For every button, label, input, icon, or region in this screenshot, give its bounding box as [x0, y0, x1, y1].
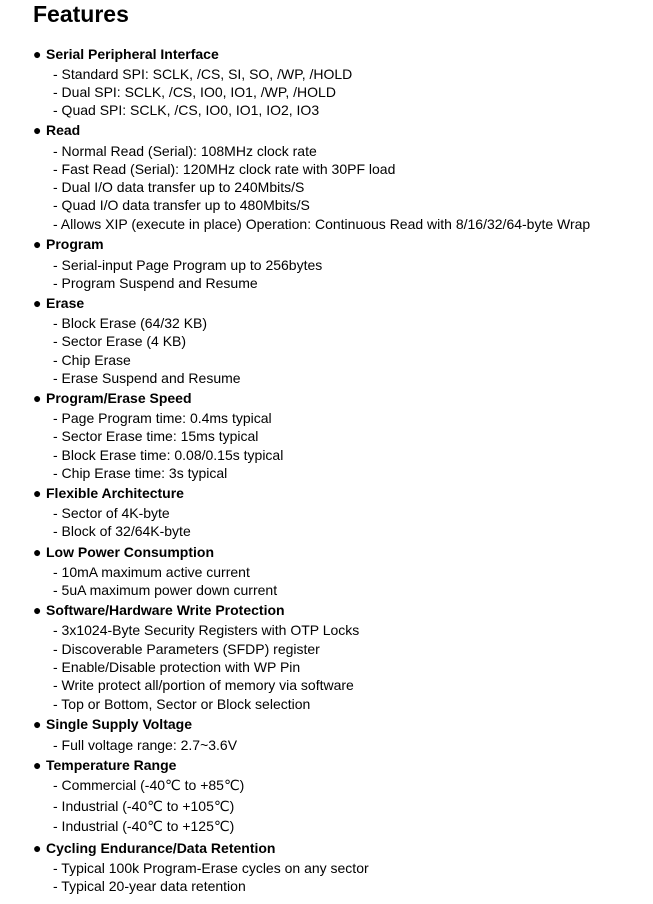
- section-heading-label: Program/Erase Speed: [46, 390, 192, 406]
- bullet-icon: ●: [33, 840, 42, 856]
- section-heading-label: Temperature Range: [46, 757, 177, 773]
- section-heading: [33, 602, 285, 619]
- feature-item: - Typical 100k Program-Erase cycles on any sector: [53, 860, 369, 876]
- bullet-icon: ●: [33, 544, 42, 560]
- feature-item: - Sector Erase time: 15ms typical: [53, 428, 259, 444]
- feature-item: - Enable/Disable protection with WP Pin: [53, 659, 301, 675]
- feature-item: - Block Erase time: 0.08/0.15s typical: [53, 447, 284, 463]
- feature-item: - Quad I/O data transfer up to 480Mbits/S: [53, 197, 310, 213]
- feature-item: - 10mA maximum active current: [53, 564, 250, 580]
- feature-item: - Write protect all/portion of memory via software: [53, 677, 354, 693]
- bullet-icon: ●: [33, 390, 42, 406]
- bullet-icon: ●: [33, 757, 42, 773]
- feature-item: - Page Program time: 0.4ms typical: [53, 410, 272, 426]
- section-heading: [33, 757, 176, 774]
- bullet-icon: ●: [33, 485, 42, 501]
- feature-item: - Block Erase (64/32 KB): [53, 315, 208, 331]
- feature-item: - Block of 32/64K-byte: [53, 523, 191, 539]
- feature-item: - Serial-input Page Program up to 256bytes: [53, 257, 323, 273]
- section-heading: [33, 295, 84, 312]
- section-heading: [33, 122, 80, 139]
- feature-item: - 3x1024-Byte Security Registers with OTP Locks: [53, 622, 360, 638]
- section-heading-label: Read: [46, 122, 81, 138]
- feature-item: - Top or Bottom, Sector or Block selection: [53, 696, 311, 712]
- feature-item: - Commercial (-40℃ to +85℃): [53, 777, 245, 793]
- section-heading-label: Erase: [46, 295, 85, 311]
- feature-item: - Normal Read (Serial): 108MHz clock rate: [53, 143, 317, 159]
- bullet-icon: ●: [33, 122, 42, 138]
- bullet-icon: ●: [33, 295, 42, 311]
- bullet-icon: ●: [33, 716, 42, 732]
- section-heading-label: Cycling Endurance/Data Retention: [46, 840, 276, 856]
- feature-item: - Sector Erase (4 KB): [53, 333, 187, 349]
- section-heading: [33, 716, 192, 733]
- feature-item: - Industrial (-40℃ to +125℃): [53, 818, 235, 834]
- section-heading-label: Software/Hardware Write Protection: [46, 602, 285, 618]
- section-heading: [33, 236, 104, 253]
- feature-item: - Program Suspend and Resume: [53, 275, 258, 291]
- section-heading-label: Serial Peripheral Interface: [46, 46, 219, 62]
- section-heading: [33, 46, 219, 63]
- section-heading: [33, 840, 275, 857]
- feature-item: - Full voltage range: 2.7~3.6V: [53, 737, 238, 753]
- feature-item: - Typical 20-year data retention: [53, 878, 246, 894]
- feature-item: - Erase Suspend and Resume: [53, 370, 241, 386]
- feature-item: - Dual SPI: SCLK, /CS, IO0, IO1, /WP, /HOLD: [53, 84, 336, 100]
- section-heading-label: Single Supply Voltage: [46, 716, 192, 732]
- feature-item: - Discoverable Parameters (SFDP) register: [53, 641, 320, 657]
- feature-item: - Industrial (-40℃ to +105℃): [53, 798, 235, 814]
- bullet-icon: ●: [33, 46, 42, 62]
- section-heading-label: Low Power Consumption: [46, 544, 214, 560]
- feature-item: - Sector of 4K-byte: [53, 505, 170, 521]
- section-heading: [33, 390, 192, 407]
- feature-item: - Standard SPI: SCLK, /CS, SI, SO, /WP, /HOLD: [53, 66, 353, 82]
- bullet-icon: ●: [33, 602, 42, 618]
- page-title: Features: [33, 1, 129, 27]
- feature-item: - Dual I/O data transfer up to 240Mbits/S: [53, 179, 305, 195]
- feature-item: - Fast Read (Serial): 120MHz clock rate with 30PF load: [53, 161, 396, 177]
- feature-item: - 5uA maximum power down current: [53, 582, 278, 598]
- section-heading: [33, 544, 214, 561]
- feature-item: - Quad SPI: SCLK, /CS, IO0, IO1, IO2, IO3: [53, 102, 320, 118]
- section-heading: [33, 485, 184, 502]
- section-heading-label: Program: [46, 236, 104, 252]
- bullet-icon: ●: [33, 236, 42, 252]
- feature-item: - Chip Erase time: 3s typical: [53, 465, 228, 481]
- section-heading-label: Flexible Architecture: [46, 485, 184, 501]
- feature-item: - Allows XIP (execute in place) Operation: Continuous Read with 8/16/32/64-byte Wrap: [53, 216, 591, 232]
- feature-item: - Chip Erase: [53, 352, 131, 368]
